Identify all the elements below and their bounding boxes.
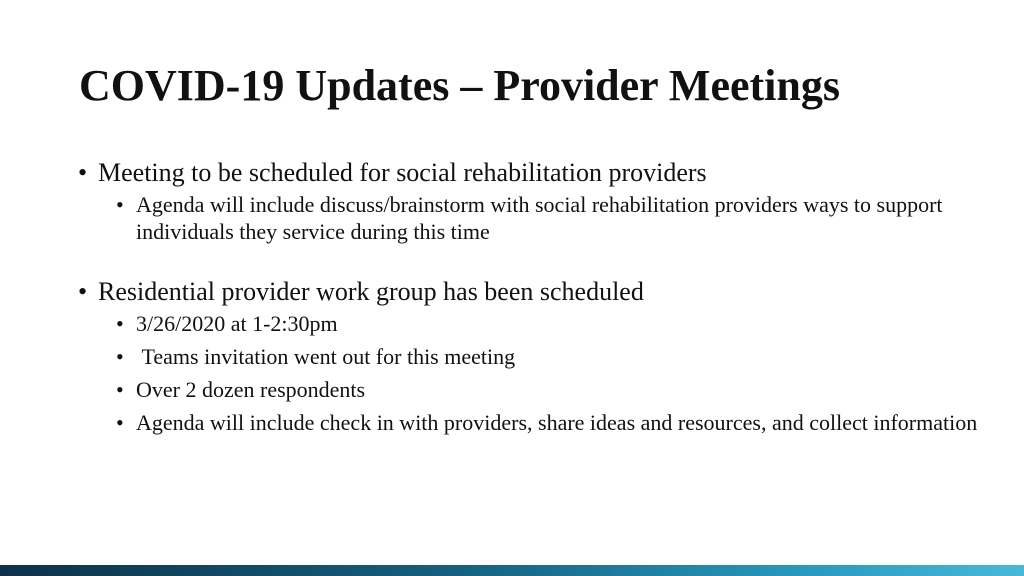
sub-bullet-list: [98, 310, 978, 436]
sub-bullet-item: • Teams invitation went out for this meeting: [98, 343, 978, 370]
slide-title: COVID-19 Updates – Provider Meetings: [79, 61, 840, 110]
sub-bullet-item: • Agenda will include check in with providers, share ideas and resources, and collect information: [98, 409, 978, 436]
sub-bullet-item: • Over 2 dozen respondents: [98, 376, 978, 403]
bullet-list: [78, 156, 978, 436]
sub-bullet-list: [98, 191, 978, 245]
sub-bullet-item: • Agenda will include discuss/brainstorm with social rehabilitation providers ways to support individuals they service during this time: [98, 191, 978, 245]
slide-content: [78, 156, 978, 436]
bullet-item: [78, 156, 978, 245]
sub-bullet-item: • 3/26/2020 at 1-2:30pm: [98, 310, 978, 337]
bullet-text: Meeting to be scheduled for social rehabilitation providers: [98, 158, 707, 187]
bottom-accent-bar: [0, 565, 1024, 576]
bullet-item: [78, 275, 978, 436]
bullet-text: Residential provider work group has been scheduled: [98, 277, 644, 306]
